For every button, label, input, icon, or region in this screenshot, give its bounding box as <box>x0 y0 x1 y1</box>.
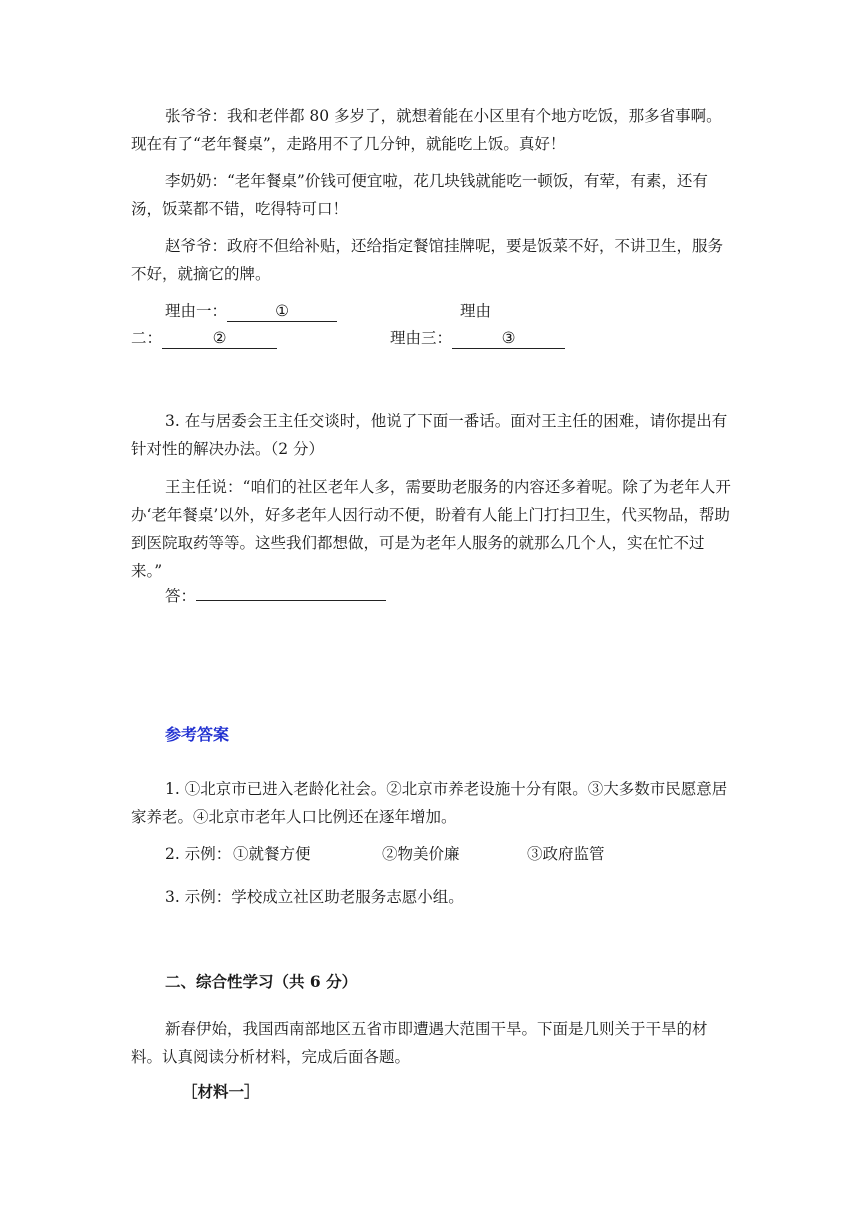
dialogue-zhang: 张爷爷：我和老伴都 80 多岁了，就想着能在小区里有个地方吃饭，那多省事啊。现在有了“老年餐桌”，走路用不了几分钟，就能吃上饭。真好！ <box>131 107 722 153</box>
reference-answer-1: 1. ①北京市已进入老龄化社会。②北京市养老设施十分有限。③大多数市民愿意居家养老。④北京市老年人口比例还在逐年增加。 <box>131 780 728 826</box>
material-one-label: ［材料一］ <box>182 1082 260 1101</box>
reason-two: 二： ② <box>131 326 277 350</box>
reason-three-blank[interactable]: ③ <box>452 328 565 349</box>
section-2-intro: 新春伊始，我国西南部地区五省市即遭遇大范围干旱。下面是几则关于干旱的材料。认真阅读分析材料，完成后面各题。 <box>131 1020 708 1066</box>
reference-answer-2-item-1: ①就餐方便 <box>233 845 311 863</box>
reason-two-blank[interactable]: ② <box>162 328 277 349</box>
reason-two-label-a: 理由 <box>460 302 492 320</box>
question-3-quote: 王主任说：“咱们的社区老年人多，需要助老服务的内容还多着呢。除了为老年人开办‘老年餐桌’以外，好多老年人因行动不便，盼着有人能上门打扫卫生，代买物品，帮助到医院取药等等。这些我们都想做，可是为老年人服务的就那么几个人，实在忙不过来。” <box>131 478 731 580</box>
dialogue-li: 李奶奶：“老年餐桌”价钱可便宜啦，花几块钱就能吃一顿饭，有荤，有素，还有汤，饭菜都不错，吃得特可口！ <box>131 172 708 218</box>
reference-answer-2-prefix: 2. 示例： <box>165 845 232 863</box>
question-3-prompt: 3. 在与居委会王主任交谈时，他说了下面一番话。面对王主任的困难，请你提出有针对性的解决办法。（2 分） <box>131 412 728 458</box>
reference-answer-3: 3. 示例：学校成立社区助老服务志愿小组。 <box>165 888 464 906</box>
reference-heading: 参考答案 <box>165 725 230 744</box>
answer-blank[interactable] <box>196 600 386 601</box>
dialogue-zhao: 赵爷爷：政府不但给补贴，还给指定餐馆挂牌呢，要是饭菜不好，不讲卫生，服务不好，就摘它的牌。 <box>131 237 724 283</box>
reference-answer-2-item-3: ③政府监管 <box>527 845 605 863</box>
reason-three: 理由三： ③ <box>390 326 565 350</box>
answer-line: 答： <box>165 584 386 608</box>
reason-one: 理由一： ① <box>165 299 337 323</box>
reason-one-blank[interactable]: ① <box>227 301 337 322</box>
section-2-heading: 二、综合性学习（共 6 分） <box>165 972 358 991</box>
reference-answer-2-item-2: ②物美价廉 <box>382 845 460 863</box>
